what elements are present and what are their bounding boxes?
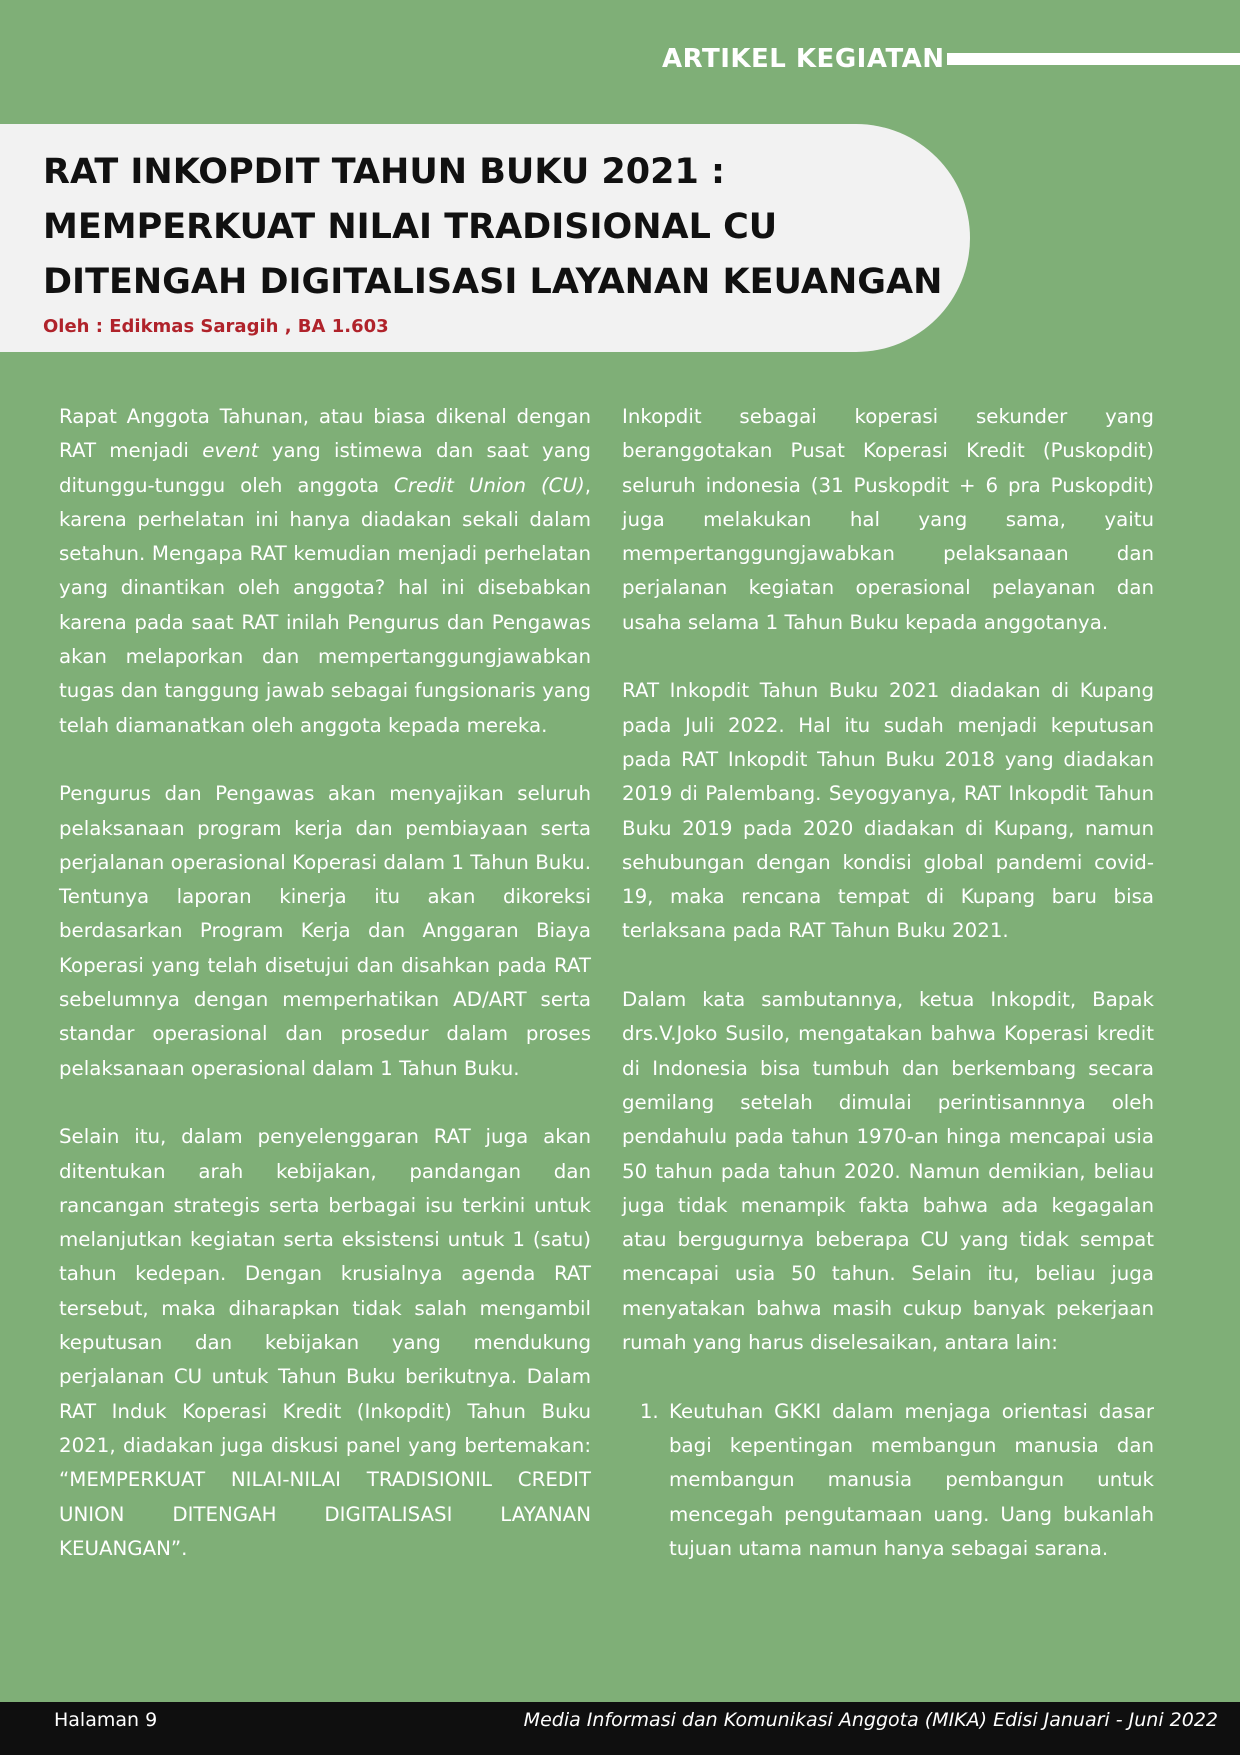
emphasis: Credit Union (CU) (394, 473, 585, 497)
title-line: MEMPERKUAT NILAI TRADISIONAL CU (43, 207, 778, 247)
right-column (622, 400, 1154, 1566)
page-number: Halaman 9 (54, 1709, 158, 1731)
paragraph: RAT Inkopdit Tahun Buku 2021 diadakan di Kupang pada Juli 2022. Hal itu sudah menjadi keputusan pada RAT Inkopdit Tahun Buku 2018 yang diadakan 2019 di Palembang. Seyogyanya, RAT Inkopdit Tahun Buku 2019 pada 2020 diadakan di Kupang, namun sehubungan dengan kondisi global pandemi covid-19, maka rencana tempat di Kupang baru bisa terlaksana pada RAT Tahun Buku 2021. (622, 679, 1154, 943)
text: Rapat Anggota Tahunan, atau biasa dikenal dengan RAT menjadi (59, 405, 591, 463)
emphasis: event (202, 439, 259, 463)
text: , karena perhelatan ini hanya diadakan sekali dalam setahun. Mengapa RAT kemudian menjadi perhelatan yang dinantikan oleh anggota? hal ini disebabkan karena pada saat RAT inilah Pengurus dan Pengawas akan melaporkan dan mempertanggungjawabkan tugas dan tanggung jawab sebagai fungsionaris yang telah diamanatkan oleh anggota kepada mereka. (59, 473, 591, 737)
paragraph: Inkopdit sebagai koperasi sekunder yang beranggotakan Pusat Koperasi Kredit (Puskopdit) seluruh indonesia (31 Puskopdit + 6 pra Puskopdit) juga melakukan hal yang sama, yaitu mempertanggungjawabkan pelaksanaan dan perjalanan kegiatan operasional pelayanan dan usaha selama 1 Tahun Buku kepada anggotanya. (622, 405, 1154, 634)
list-item: 1. Keutuhan GKKI dalam menjaga orientasi dasar bagi kepentingan membangun manusia dan membangun manusia pembangun untuk mencegah pengutamaan uang. Uang bukanlah tujuan utama namun hanya sebagai sarana. (665, 1395, 1154, 1566)
publication-name: Media Informasi dan Komunikasi Anggota (MIKA) Edisi Januari - Juni 2022 (523, 1709, 1218, 1731)
title-line: RAT INKOPDIT TAHUN BUKU 2021 : (43, 152, 726, 192)
paragraph (59, 400, 591, 743)
text: yang istimewa dan saat yang ditunggu-tunggu oleh anggota (59, 439, 591, 497)
section-label: ARTIKEL KEGIATAN (662, 44, 945, 74)
article-author: Oleh : Edikmas Saragih , BA 1.603 (43, 316, 389, 337)
numbered-list (622, 1395, 1154, 1566)
title-line: DITENGAH DIGITALISASI LAYANAN KEUANGAN (43, 262, 943, 302)
paragraph: Selain itu, dalam penyelenggaran RAT juga akan ditentukan arah kebijakan, pandangan dan rancangan strategis serta berbagai isu terkini untuk melanjutkan kegiatan serta eksistensi untuk 1 (satu) tahun kedepan. Dengan krusialnya agenda RAT tersebut, maka diharapkan tidak salah mengambil keputusan dan kebijakan yang mendukung perjalanan CU untuk Tahun Buku berikutnya. Dalam RAT Induk Koperasi Kredit (Inkopdit) Tahun Buku 2021, diadakan juga diskusi panel yang bertemakan: “MEMPERKUAT NILAI-NILAI TRADISIONIL CREDIT UNION DITENGAH DIGITALISASI LAYANAN KEUANGAN”. (59, 1125, 591, 1560)
section-bar (947, 53, 1240, 65)
paragraph: Pengurus dan Pengawas akan menyajikan seluruh pelaksanaan program kerja dan pembiayaan serta perjalanan operasional Koperasi dalam 1 Tahun Buku. Tentunya laporan kinerja itu akan dikoreksi berdasarkan Program Kerja dan Anggaran Biaya Koperasi yang telah disetujui dan disahkan pada RAT sebelumnya dengan memperhatikan AD/ART serta standar operasional dan prosedur dalam proses pelaksanaan operasional dalam 1 Tahun Buku. (59, 782, 591, 1080)
left-column (59, 400, 591, 1600)
article-title (43, 145, 943, 310)
paragraph: Dalam kata sambutannya, ketua Inkopdit, Bapak drs.V.Joko Susilo, mengatakan bahwa Koperasi kredit di Indonesia bisa tumbuh dan berkembang secara gemilang setelah dimulai perintisannnya oleh pendahulu pada tahun 1970-an hinga mencapai usia 50 tahun pada tahun 2020. Namun demikian, beliau juga tidak menampik fakta bahwa ada kegagalan atau bergugurnya beberapa CU yang tidak sempat mencapai usia 50 tahun. Selain itu, beliau juga menyatakan bahwa masih cukup banyak pekerjaan rumah yang harus diselesaikan, antara lain: (622, 988, 1154, 1355)
